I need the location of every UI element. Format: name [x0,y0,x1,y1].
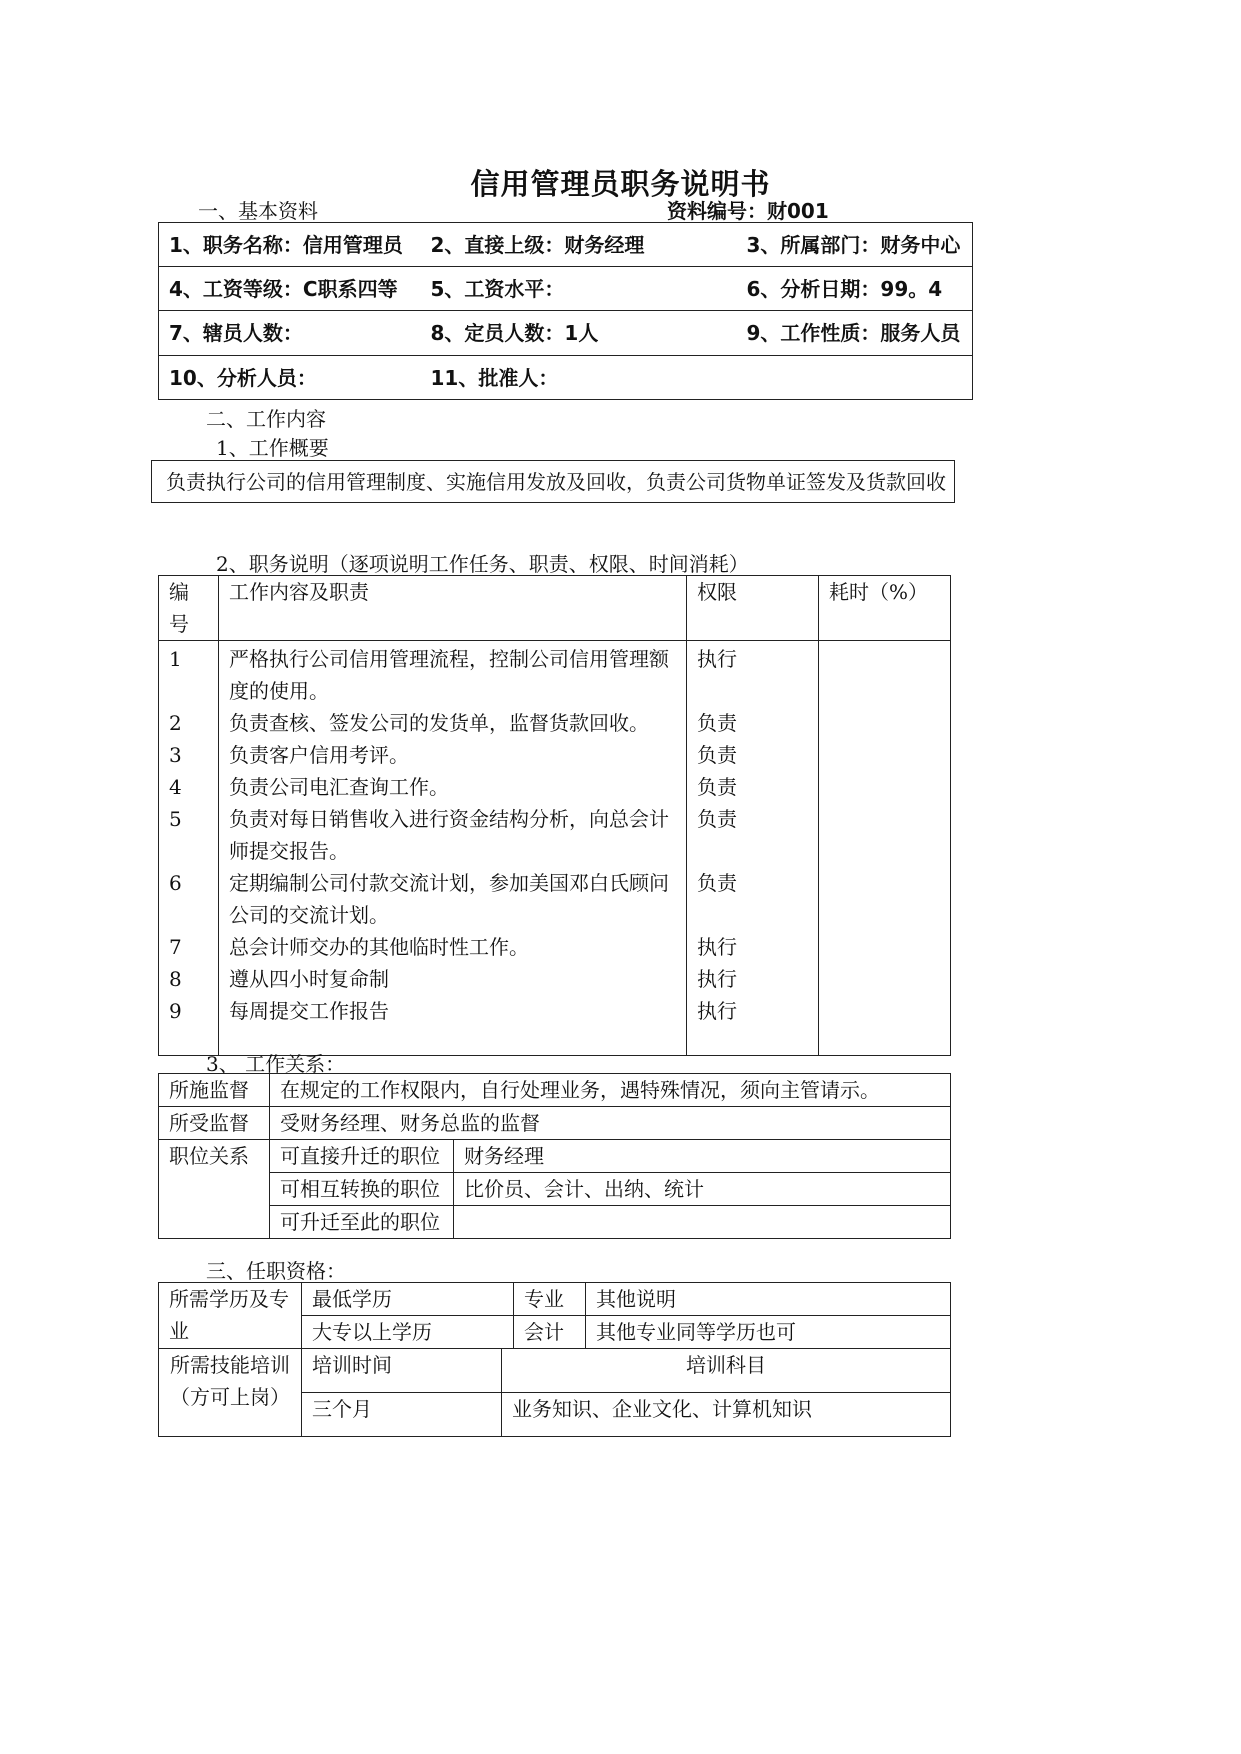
relations-sub-label: 可相互转换的职位 [270,1173,454,1206]
basic-cell: 4、工资等级：C职系四等 [159,267,421,311]
edu-other-value: 其他专业同等学历也可 [586,1316,951,1349]
table-row [159,803,951,867]
relations-sub-value: 财务经理 [454,1140,951,1173]
relations-label-cell: 所施监督 [159,1074,270,1107]
table-row [159,707,951,739]
duty-text: 每周提交工作报告 [219,995,687,1027]
relations-sub-value: 比价员、会计、出纳、统计 [454,1173,951,1206]
duty-number: 1 [159,641,219,708]
relations-sub-value [454,1206,951,1239]
duty-text: 定期编制公司付款交流计划，参加美国邓白氏顾问公司的交流计划。 [219,867,687,931]
duty-authority: 负责 [687,707,819,739]
edu-major-value: 会计 [514,1316,586,1349]
relations-label: 3、 工作关系： [206,1052,346,1076]
duty-number: 2 [159,707,219,739]
duty-number: 5 [159,803,219,867]
basic-cell: 2、直接上级：财务经理 [421,223,737,267]
work-summary-box [151,460,955,503]
basic-cell: 11、批准人： [421,356,737,400]
duty-number: 6 [159,867,219,931]
duty-number: 8 [159,963,219,995]
training-time-value: 三个月 [302,1393,502,1437]
duty-text: 总会计师交办的其他临时性工作。 [219,931,687,963]
duty-text: 严格执行公司信用管理流程，控制公司信用管理额度的使用。 [219,641,687,708]
work-summary-text: 负责执行公司的信用管理制度、实施信用发放及回收，负责公司货物单证签发及货款回收 [166,470,946,494]
training-time-label: 培训时间 [302,1349,502,1393]
training-subject-label: 培训科目 [502,1349,951,1393]
doc-number: 资料编号：财001 [667,199,829,223]
basic-cell: 10、分析人员： [159,356,421,400]
duty-authority: 负责 [687,739,819,771]
duty-authority: 执行 [687,995,819,1027]
duty-number: 9 [159,995,219,1027]
edu-label: 所需学历及专业 [159,1283,302,1349]
basic-cell: 5、工资水平： [421,267,737,311]
duties-label: 2、职务说明（逐项说明工作任务、职责、权限、时间消耗） [216,552,749,576]
duty-authority: 执行 [687,641,819,708]
duties-header: 权限 [687,576,819,641]
duty-text: 负责查核、签发公司的发货单，监督货款回收。 [219,707,687,739]
duties-header: 编号 [159,576,219,641]
duties-header: 耗时（%） [819,576,951,641]
relations-table [158,1073,951,1239]
duty-authority: 负责 [687,803,819,867]
section-basic-label: 一、基本资料 [198,199,318,223]
basic-cell: 9、工作性质：服务人员 [737,311,973,356]
basic-cell: 8、定员人数：1人 [421,311,737,356]
table-row [159,867,951,931]
duty-text: 负责对每日销售收入进行资金结构分析，向总会计师提交报告。 [219,803,687,867]
qualifications-table [158,1282,951,1437]
table-row [159,995,951,1027]
edu-other-label: 其他说明 [586,1283,951,1316]
table-row [159,931,951,963]
basic-cell: 7、辖员人数： [159,311,421,356]
basic-cell: 6、分析日期：99。4 [737,267,973,311]
basic-info-table [158,222,973,400]
edu-major-label: 专业 [514,1283,586,1316]
table-row [159,771,951,803]
duty-number: 3 [159,739,219,771]
basic-cell: 3、所属部门：财务中心 [737,223,973,267]
duty-authority: 执行 [687,963,819,995]
relations-value-cell: 在规定的工作权限内，自行处理业务，遇特殊情况，须向主管请示。 [270,1074,951,1107]
work-summary-label: 1、工作概要 [216,436,329,460]
duty-number: 4 [159,771,219,803]
edu-min-value: 大专以上学历 [302,1316,514,1349]
duties-header: 工作内容及职责 [219,576,687,641]
section-work-label: 二、工作内容 [206,407,326,431]
relations-label-cell: 所受监督 [159,1107,270,1140]
page-title: 信用管理员职务说明书 [470,167,771,201]
duty-text: 遵从四小时复命制 [219,963,687,995]
basic-cell [737,356,973,400]
duties-table [158,575,951,1056]
duty-authority: 执行 [687,931,819,963]
training-subject-value: 业务知识、企业文化、计算机知识 [502,1393,951,1437]
relations-label-cell: 职位关系 [159,1140,270,1239]
duty-text: 负责公司电汇查询工作。 [219,771,687,803]
qualifications-label: 三、任职资格： [206,1259,346,1283]
table-row [159,641,951,708]
table-row [159,739,951,771]
relations-value-cell: 受财务经理、财务总监的监督 [270,1107,951,1140]
duty-authority: 负责 [687,771,819,803]
duty-number: 7 [159,931,219,963]
edu-min-label: 最低学历 [302,1283,514,1316]
table-row [159,963,951,995]
training-label: 所需技能培训（方可上岗） [159,1349,302,1437]
duty-text: 负责客户信用考评。 [219,739,687,771]
relations-sub-label: 可升迁至此的职位 [270,1206,454,1239]
basic-cell: 1、职务名称：信用管理员 [159,223,421,267]
relations-sub-label: 可直接升迁的职位 [270,1140,454,1173]
duty-authority: 负责 [687,867,819,931]
